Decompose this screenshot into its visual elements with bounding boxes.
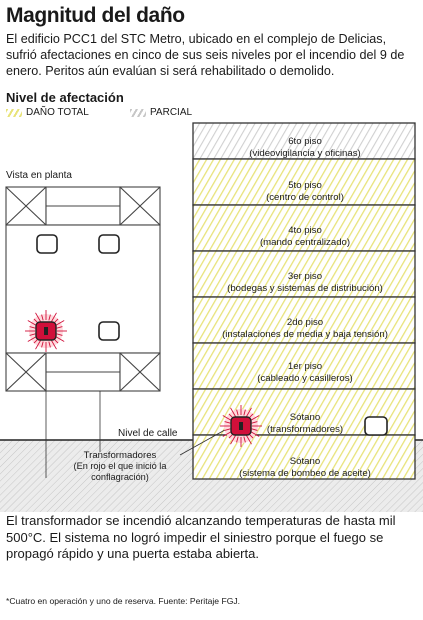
- page-title: Magnitud del daño: [6, 4, 185, 27]
- floor-label: [196, 317, 414, 341]
- floor-use: (sistema de bombeo de aceite): [239, 468, 371, 479]
- floor-name: Sótano: [289, 456, 321, 467]
- legend-total-label: DAÑO TOTAL: [26, 107, 89, 118]
- floor-label: [196, 271, 414, 295]
- transformers-note: (En rojo el que inició la conflagración): [73, 461, 167, 482]
- floor-label: [196, 361, 414, 385]
- legend-heading: Nivel de afectación: [6, 90, 124, 105]
- intro-text: El edificio PCC1 del STC Metro, ubicado en el complejo de Delicias, sufrió afectaciones en cinco de sus seis niveles por el incendio del 9 de enero. Peritos aún evalúan si será rehabilitado o demolido.: [6, 32, 405, 78]
- floor-name: 1er piso: [287, 361, 323, 372]
- legend-partial-label: PARCIAL: [150, 107, 193, 118]
- floor-label: [196, 136, 414, 160]
- plan-view: [6, 187, 160, 391]
- floor-name: 5to piso: [288, 180, 322, 191]
- floor-name: Sótano: [289, 412, 321, 423]
- floor-use: (centro de control): [266, 192, 344, 203]
- floor-use: (cableado y casilleros): [257, 373, 353, 384]
- street-level-label: Nivel de calle: [118, 428, 178, 439]
- floor-name: 6to piso: [288, 136, 322, 147]
- plan-view-title: Vista en planta: [6, 170, 72, 181]
- summary-text: El transformador se incendió alcanzando temperaturas de hasta mil 500°C. El sistema no logró impedir el siniestro porque el fuego se propagó rápido y una puerta estaba abierta.: [6, 513, 396, 561]
- floor-use: (instalaciones de media y baja tensión): [222, 329, 388, 340]
- floor-name: 3er piso: [287, 271, 323, 282]
- floor-label: [196, 456, 414, 480]
- floor-use: (videovigilancia y oficinas): [249, 148, 361, 159]
- floor-name: 2do piso: [286, 317, 324, 328]
- floor-label: [196, 412, 414, 436]
- transformers-label: Transformadores: [83, 450, 157, 461]
- floor-use: (transformadores): [266, 424, 344, 435]
- floor-label: [196, 180, 414, 204]
- floor-use: (mando centralizado): [259, 237, 351, 248]
- floor-name: 4to piso: [288, 225, 322, 236]
- floor-label: [196, 225, 414, 249]
- source-note: *Cuatro en operación y uno de reserva. Fuente: Peritaje FGJ.: [6, 596, 241, 606]
- floor-use: (bodegas y sistemas de distribución): [227, 283, 383, 294]
